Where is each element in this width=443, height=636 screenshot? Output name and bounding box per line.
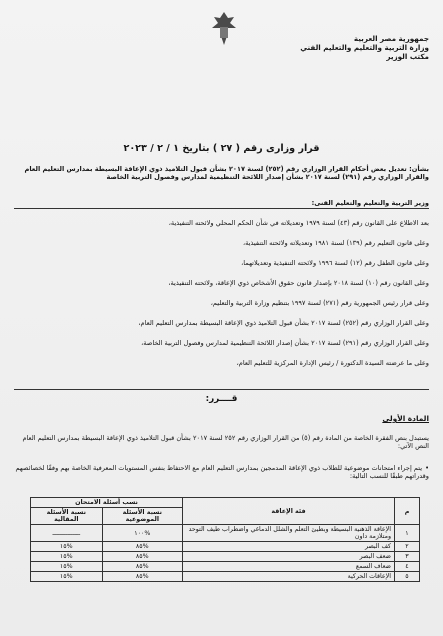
objective-percentage: %٨٥ bbox=[102, 552, 182, 562]
table-row bbox=[31, 562, 420, 572]
bullet-content: يتم إجراء امتحانات موضوعية للطلاب ذوي الإعاقة المدمجين بمدارس التعليم العام مع الاحتفاظ بنفس المستويات المعرفية الخاصة بهم وفقًا لخصائصهم وقدراتهم طبقًا للنسب التالية: bbox=[15, 464, 429, 481]
table-row bbox=[31, 525, 420, 542]
essay-percentage: %١٥ bbox=[31, 542, 103, 552]
ministry-header bbox=[249, 34, 429, 62]
disability-category: الإعاقات الحركية bbox=[183, 572, 395, 582]
col-number-header: م bbox=[395, 498, 420, 525]
table-header-row bbox=[31, 498, 420, 508]
col-category-header: فئة الإعاقة bbox=[183, 498, 395, 525]
objective-percentage: %٨٥ bbox=[102, 542, 182, 552]
article-text: يستبدل بنص الفقرة الخاصة من المادة رقم (٥) من القرار الوزاري رقم ٢٥٢ لسنة ٢٠١٧ بشأن قبول التلاميذ ذوي الإعاقة البسيطة بمدارس التعليم العام النص الآتي: bbox=[22, 434, 429, 451]
disability-category: ضعف البصر bbox=[183, 552, 395, 562]
col-objective-header: نسبة الأسئلة الموضوعية bbox=[102, 508, 182, 525]
disability-category: كف البصر bbox=[183, 542, 395, 552]
disability-category: ضعاف السمع bbox=[183, 562, 395, 572]
preamble-item: وعلى ما عرضته السيدة الدكتورة / رئيس الإدارة المركزية للتعليم العام، bbox=[236, 359, 429, 367]
decision-divider bbox=[14, 389, 429, 390]
decision-title: قرار وزارى رقم ( ٢٧ ) بتاريخ ١ / ٢ / ٢٠٢٣ bbox=[123, 143, 320, 154]
row-number: ٢ bbox=[395, 542, 420, 552]
disability-category: الإعاقة الذهنية البسيطة وبطيئ التعلم والشلل الدماغي واضطراب طيف التوحد ومتلازمة داون bbox=[183, 525, 395, 542]
table-row bbox=[31, 552, 420, 562]
essay-percentage: ـــــــــــــــ bbox=[31, 525, 103, 542]
row-number: ١ bbox=[395, 525, 420, 542]
essay-percentage: %١٥ bbox=[31, 572, 103, 582]
office-name: مكتب الوزير bbox=[386, 52, 429, 62]
preamble-item: وعلى قرار رئيس الجمهورية رقم (٢٧١) لسنة ١٩٩٧ بتنظيم وزارة التربية والتعليم، bbox=[210, 299, 429, 307]
objective-percentage: %٨٥ bbox=[102, 562, 182, 572]
row-number: ٣ bbox=[395, 552, 420, 562]
col-group-header: نسب أسئلة الامتحان bbox=[31, 498, 183, 508]
decides-heading: قــــرر: bbox=[205, 394, 238, 404]
minister-line: وزير التربية والتعليم والتعليم الفنى: bbox=[311, 199, 429, 207]
preamble-item: وعلى قانون الطفل رقم (١٢) لسنة ١٩٩٦ ولائحته التنفيذية وتعديلاتهما، bbox=[241, 259, 429, 267]
table-row bbox=[31, 542, 420, 552]
bullet-icon: • bbox=[425, 464, 429, 472]
bullet-text bbox=[14, 464, 429, 481]
preamble-item: وعلى القرار الوزاري رقم (٢٩١) لسنة ٢٠١٧ بشأن إصدار اللائحة التنظيمية لمدارس وفصول التربية الخاصة، bbox=[141, 339, 429, 347]
separator-line bbox=[14, 208, 429, 209]
eagle-emblem-icon bbox=[210, 10, 238, 48]
row-number: ٥ bbox=[395, 572, 420, 582]
preamble-item: وعلى قانون التعليم رقم (١٣٩) لسنة ١٩٨١ وتعديلاته ولائحته التنفيذية، bbox=[242, 239, 429, 247]
subject-text: بشأن: تعديل بعض أحكام القرار الوزاري رقم (٢٥٢) لسنة ٢٠١٧ بشأن قبول التلاميذ ذوي الإعاقة البسيطة بمدارس التعليم العام والقرار الوزاري رقم (٢٩١) لسنة ٢٠١٧ بشأن إصدار اللائحة التنظيمية لمدارس وفصول التربية الخاصة bbox=[24, 165, 429, 182]
article-title: المادة الأولى bbox=[382, 414, 429, 423]
objective-percentage: %١٠٠ bbox=[102, 525, 182, 542]
essay-percentage: %١٥ bbox=[31, 562, 103, 572]
col-essay-header: نسبة الأسئلة المقالية bbox=[31, 508, 103, 525]
preamble-item: وعلى القرار الوزاري رقم (٢٥٢) لسنة ٢٠١٧ بشأن قبول التلاميذ ذوي الإعاقة البسيطة بمدارس التعليم العام، bbox=[138, 319, 429, 327]
table-row bbox=[31, 572, 420, 582]
row-number: ٤ bbox=[395, 562, 420, 572]
country-name: جمهورية مصر العربية bbox=[353, 34, 429, 43]
objective-percentage: %٨٥ bbox=[102, 572, 182, 582]
exam-percentages-table bbox=[30, 497, 420, 582]
ministry-name: وزارة التربية والتعليم والتعليم الفني bbox=[300, 43, 429, 53]
preamble-item: بعد الاطلاع على القانون رقم (٤٣) لسنة ١٩٧٩ وتعديلاته في شأن الحكم المحلي ولائحته التنفيذية، bbox=[168, 219, 429, 227]
preamble-item: وعلى القانون رقم (١٠) لسنة ٢٠١٨ بإصدار قانون حقوق الأشخاص ذوي الإعاقة، ولائحته التنفيذية، bbox=[168, 279, 429, 287]
essay-percentage: %١٥ bbox=[31, 552, 103, 562]
